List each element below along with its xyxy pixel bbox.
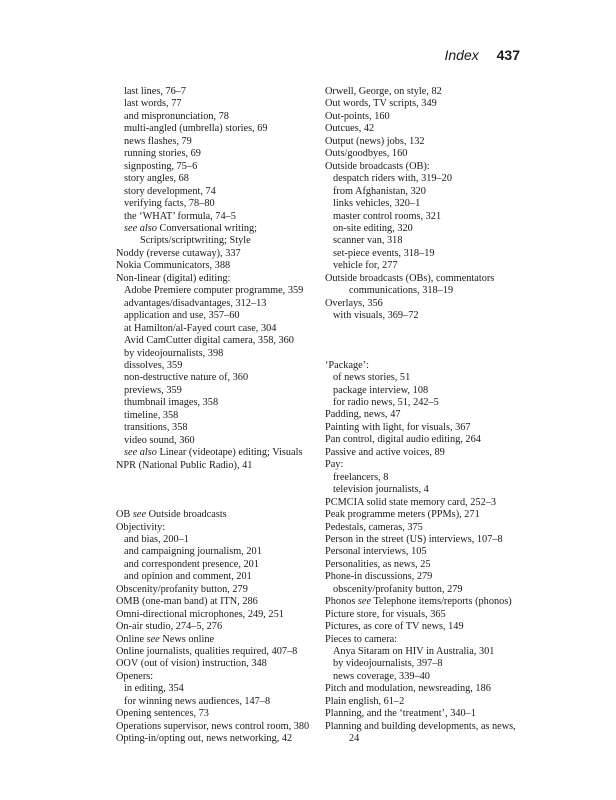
index-subentry: from Afghanistan, 320 <box>333 185 426 197</box>
see-reference-target: Telephone items/reports (phonos) <box>373 596 512 608</box>
index-entry: NPR (National Public Radio), 41 <box>116 459 253 471</box>
index-entry: Opening sentences, 73 <box>116 708 209 720</box>
index-entry: Padding, news, 47 <box>325 409 401 421</box>
index-entry: Pan control, digital audio editing, 264 <box>325 434 481 446</box>
index-subentry: package interview, 108 <box>333 384 429 396</box>
index-subentry: freelancers, 8 <box>333 471 389 483</box>
index-entry: Orwell, George, on style, 82 <box>325 86 442 97</box>
index-subentry: at Hamilton/al-Fayed court case, 304 <box>124 322 277 334</box>
index-subentry: in editing, 354 <box>124 683 184 695</box>
index-subentry: last lines, 76–7 <box>124 86 187 97</box>
index-entry: Operations supervisor, news control room, 380 <box>116 720 310 732</box>
index-subentry: and bias, 200–1 <box>124 533 189 545</box>
index-subentry: application and use, 357–60 <box>124 310 240 322</box>
index-subentry: verifying facts, 78–80 <box>124 198 215 210</box>
index-subentry: video sound, 360 <box>124 434 195 446</box>
entry-term: OB <box>116 509 131 521</box>
running-head <box>445 47 521 63</box>
index-subentry: Scripts/scriptwriting; Style <box>140 235 251 247</box>
letter-group-gap <box>325 323 525 360</box>
index-subentry: news coverage, 339–40 <box>333 670 430 682</box>
index-entry <box>116 509 312 521</box>
index-entry: Peak programme meters (PPMs), 271 <box>325 509 480 521</box>
index-subentry: advantages/disadvantages, 312–13 <box>124 297 267 309</box>
index-entry: Outcues, 42 <box>325 123 375 135</box>
index-entry <box>116 634 312 646</box>
see-reference-target: Outside broadcasts <box>148 509 227 521</box>
index-column-left <box>116 86 312 746</box>
index-subentry: vehicle for, 277 <box>333 260 398 272</box>
entry-term: Online <box>116 633 145 645</box>
index-subentry: set-piece events, 318–19 <box>333 247 435 259</box>
see-reference-target: News online <box>162 633 215 645</box>
index-entry: Phone-in discussions, 279 <box>325 571 433 583</box>
see-reference-label: see <box>146 633 160 645</box>
index-subentry: by videojournalists, 398 <box>124 347 224 359</box>
index-subentry: transitions, 358 <box>124 422 188 434</box>
index-subentry: for radio news, 51, 242–5 <box>333 396 439 408</box>
index-subentry: and correspondent presence, 201 <box>124 558 259 570</box>
index-subentry: news flashes, 79 <box>124 135 192 147</box>
index-subentry: 24 <box>349 733 360 745</box>
running-head-title: Index <box>444 47 479 63</box>
index-entry: On-air studio, 274–5, 276 <box>116 621 223 633</box>
index-entry: OOV (out of vision) instruction, 348 <box>116 658 267 670</box>
index-subentry: dissolves, 359 <box>124 359 183 371</box>
index-entry: PCMCIA solid state memory card, 252–3 <box>325 496 497 508</box>
index-subentry: master control rooms, 321 <box>333 210 442 222</box>
index-subentry: non-destructive nature of, 360 <box>124 372 249 384</box>
index-subentry: last words, 77 <box>124 98 182 110</box>
index-subentry: of news stories, 51 <box>333 372 411 384</box>
index-entry: Objectivity: <box>116 521 166 533</box>
index-entry: Out words, TV scripts, 349 <box>325 98 437 110</box>
index-subentry: story development, 74 <box>124 185 216 197</box>
index-subentry: Anya Sitaram on HIV in Australia, 301 <box>333 646 495 658</box>
see-also-target: Conversational writing; <box>159 222 257 234</box>
index-entry: Outside broadcasts (OBs), commentators <box>325 272 495 284</box>
index-entry: Planning and building developments, as news, <box>325 720 516 732</box>
index-entry: Noddy (reverse cutaway), 337 <box>116 247 241 259</box>
index-entry: Pedestals, cameras, 375 <box>325 521 423 533</box>
see-reference-label: see <box>132 509 147 521</box>
index-subentry: scanner van, 318 <box>333 235 403 247</box>
index-subentry: by videojournalists, 397–8 <box>333 658 443 670</box>
index-entry: Output (news) jobs, 132 <box>325 135 425 147</box>
index-entry: Omni-directional microphones, 249, 251 <box>116 608 284 620</box>
index-entry: OMB (one-man band) at ITN, 286 <box>116 596 258 608</box>
index-entry: Non-linear (digital) editing: <box>116 272 231 284</box>
page-number: 437 <box>496 47 520 63</box>
index-subentry: and mispronunciation, 78 <box>124 110 229 122</box>
index-subentry: for winning news audiences, 147–8 <box>124 695 271 707</box>
index-entry: Picture store, for visuals, 365 <box>325 608 446 620</box>
index-entry: Obscenity/profanity button, 279 <box>116 583 248 595</box>
see-also-label: see also <box>124 447 157 459</box>
index-entry: Online journalists, qualities required, 407–8 <box>116 646 298 658</box>
index-subentry: and campaigning journalism, 201 <box>124 546 262 558</box>
index-entry: Pieces to camera: <box>325 633 398 645</box>
index-entry: Outs/goodbyes, 160 <box>325 148 408 160</box>
index-column-right <box>325 86 525 746</box>
index-subentry: thumbnail images, 358 <box>124 397 219 409</box>
index-entry: Plain english, 61–2 <box>325 695 405 707</box>
index-entry: Planning, and the ‘treatment’, 340–1 <box>325 708 476 720</box>
index-subentry: previews, 359 <box>124 384 182 396</box>
index-subentry: the ‘WHAT’ formula, 74–5 <box>124 210 236 222</box>
index-subentry: communications, 318–19 <box>349 285 454 297</box>
index-entry: Openers: <box>116 670 154 682</box>
index-subentry: despatch riders with, 319–20 <box>333 173 452 185</box>
index-subentry: running stories, 69 <box>124 148 201 160</box>
index-entry: Nokia Communicators, 388 <box>116 260 231 272</box>
index-entry <box>325 596 525 608</box>
index-entry: Opting-in/opting out, news networking, 42 <box>116 733 293 745</box>
index-entry: Pictures, as core of TV news, 149 <box>325 621 464 633</box>
index-entry: Personal interviews, 105 <box>325 546 427 558</box>
index-subentry: obscenity/profanity button, 279 <box>333 583 463 595</box>
index-subentry <box>116 223 312 235</box>
index-entry: Personalities, as news, 25 <box>325 558 431 570</box>
index-subentry: Avid CamCutter digital camera, 358, 360 <box>124 335 294 347</box>
index-entry: Painting with light, for visuals, 367 <box>325 421 471 433</box>
index-subentry: story angles, 68 <box>124 173 189 185</box>
index-entry: Pitch and modulation, newsreading, 186 <box>325 683 491 695</box>
index-entry: ‘Package’: <box>325 359 370 371</box>
index-subentry: with visuals, 369–72 <box>333 310 419 322</box>
index-subentry: Adobe Premiere computer programme, 359 <box>124 285 304 297</box>
index-subentry: and opinion and comment, 201 <box>124 571 252 583</box>
index-subentry: multi-angled (umbrella) stories, 69 <box>124 123 268 135</box>
index-subentry: links vehicles, 320–1 <box>333 198 421 210</box>
index-subentry: television journalists, 4 <box>333 484 429 496</box>
letter-group-gap <box>116 472 312 509</box>
index-entry: Passive and active voices, 89 <box>325 446 445 458</box>
entry-term: Phonos <box>325 596 356 608</box>
index-entry: Pay: <box>325 459 344 471</box>
index-entry: Person in the street (US) interviews, 107–8 <box>325 533 503 545</box>
index-subentry <box>116 447 312 459</box>
index-entry: Out-points, 160 <box>325 110 390 122</box>
index-subentry: timeline, 358 <box>124 409 179 421</box>
see-also-target: Linear (videotape) editing; Visuals <box>159 447 303 459</box>
index-subentry: signposting, 75–6 <box>124 160 198 172</box>
see-also-label: see also <box>124 222 157 234</box>
see-reference-label: see <box>357 596 372 608</box>
index-entry: Overlays, 356 <box>325 297 383 309</box>
index-subentry: on-site editing, 320 <box>333 222 413 234</box>
index-entry: Outside broadcasts (OB): <box>325 160 430 172</box>
